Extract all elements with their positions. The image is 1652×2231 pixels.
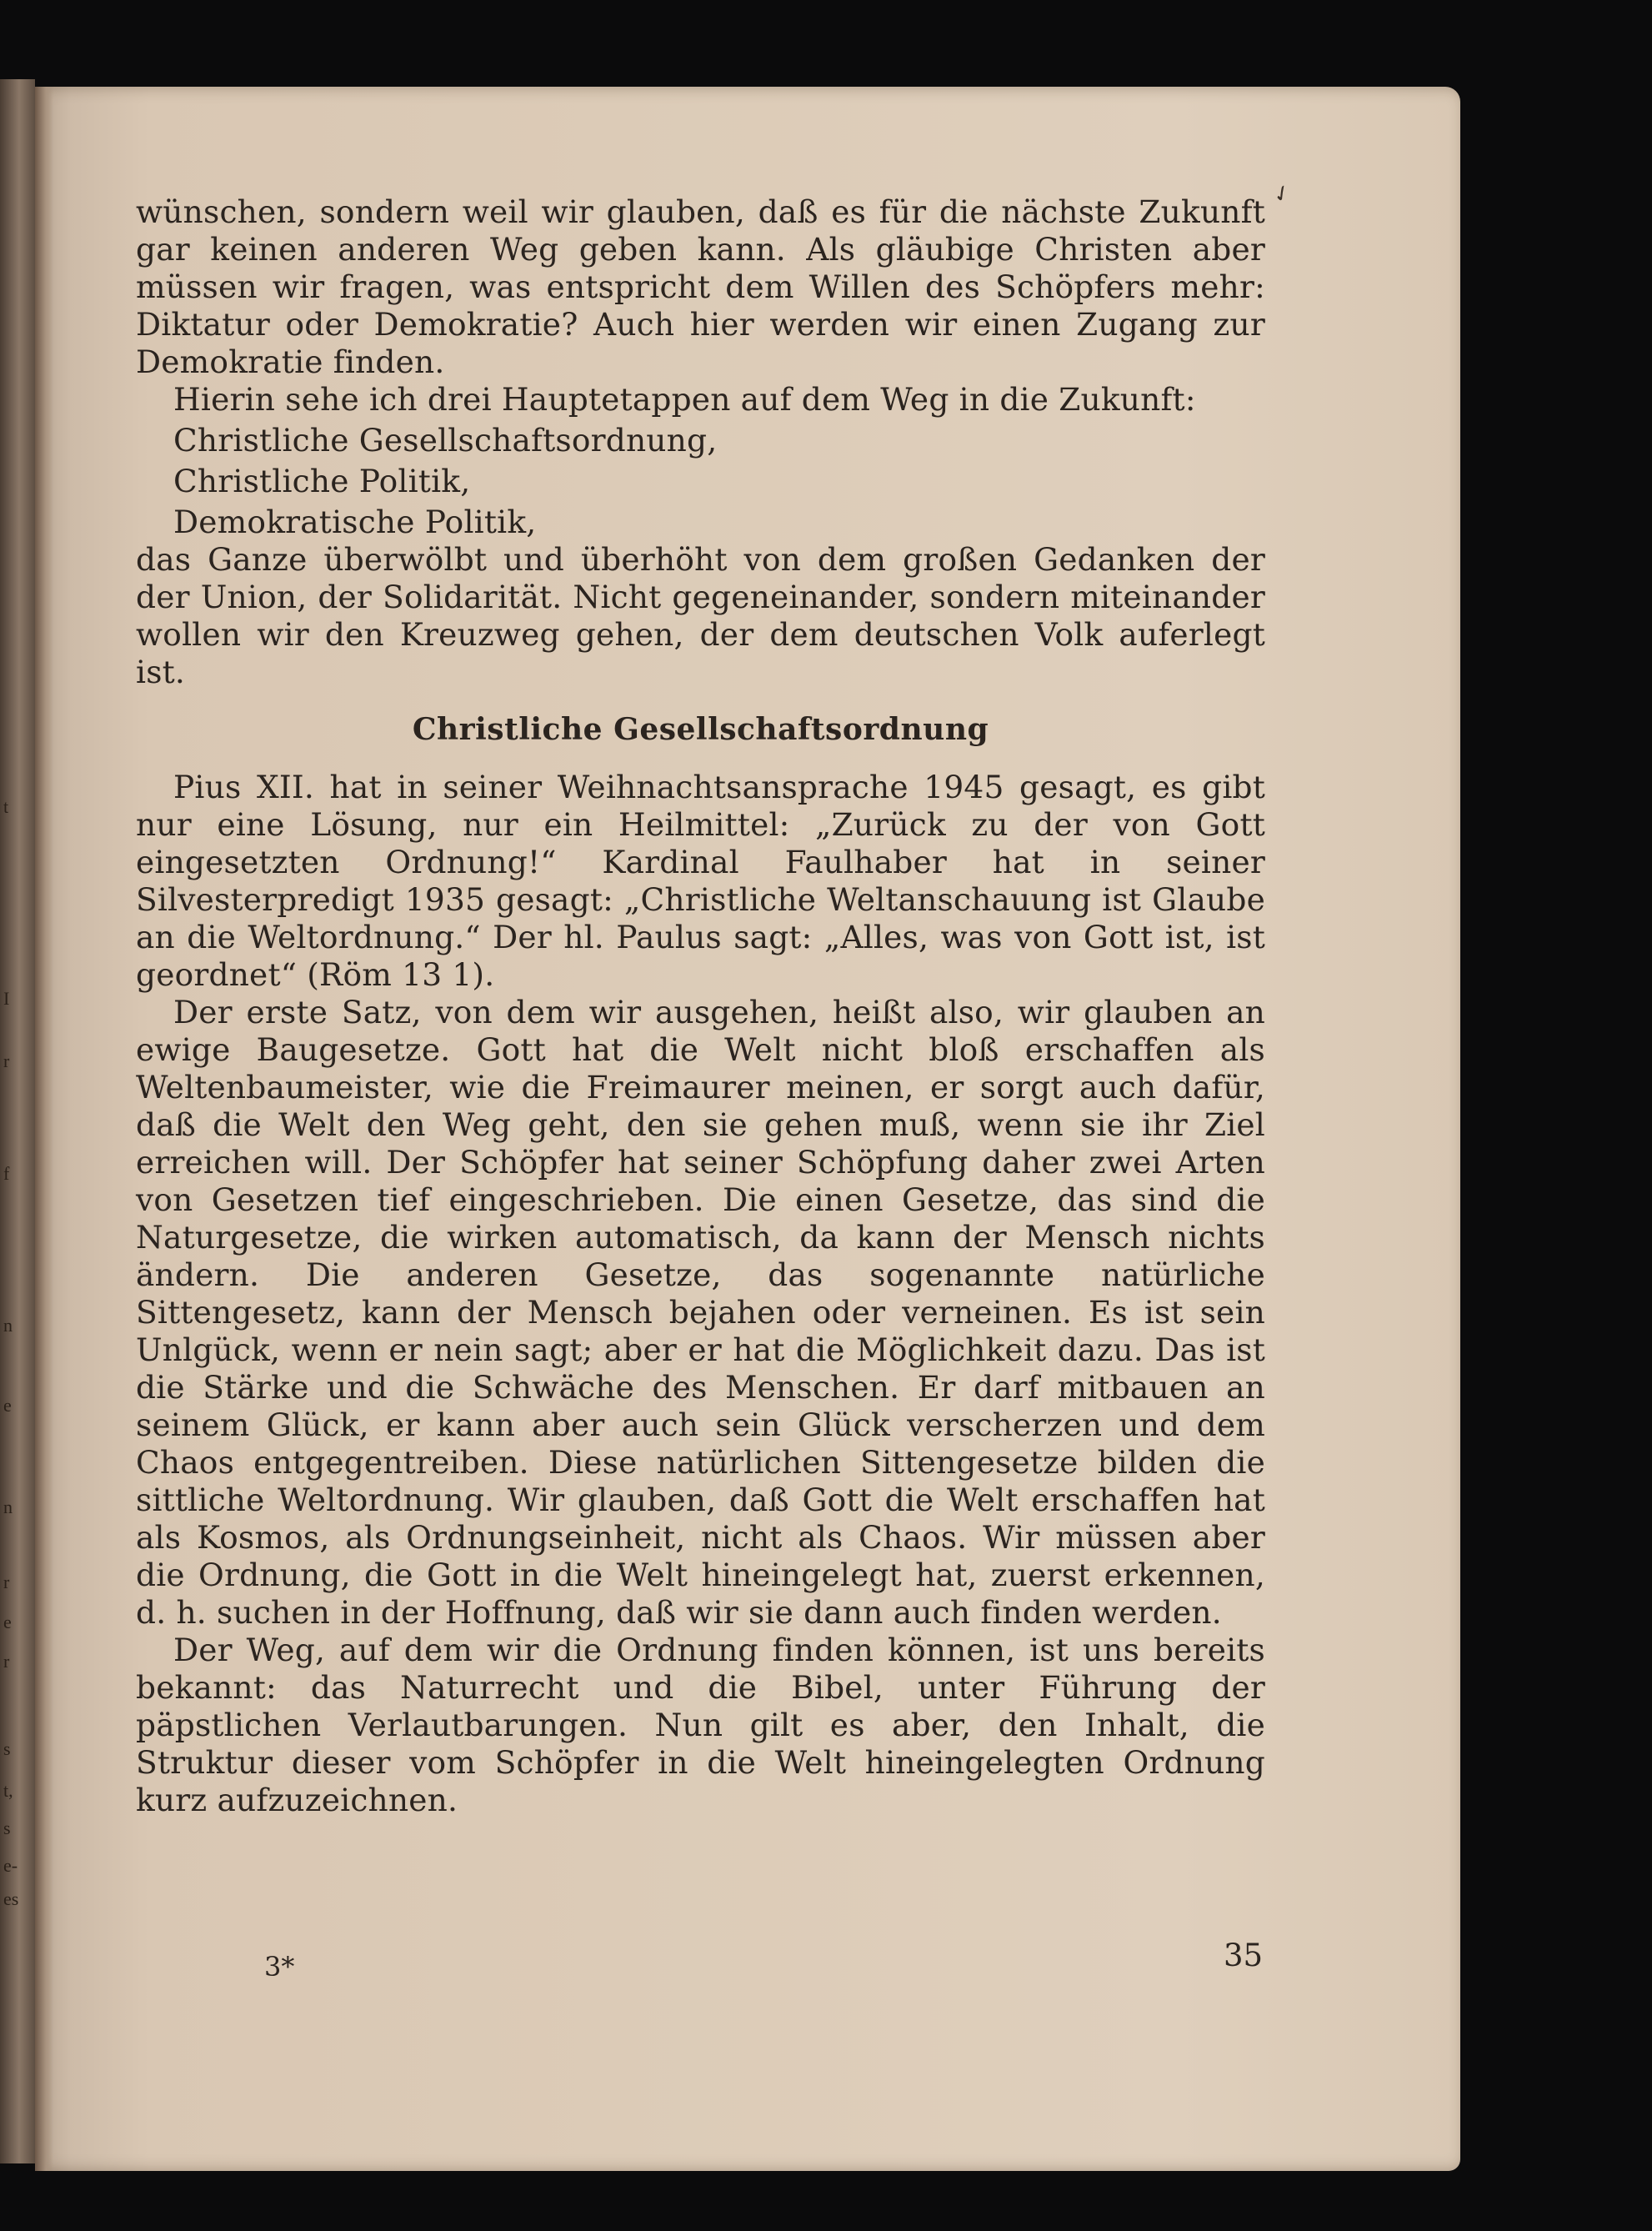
- adjacent-fragment: I: [3, 988, 10, 1009]
- body-paragraph: wünschen, sondern weil wir glauben, daß es für die nächste Zukunft gar keinen anderen Weg geben kann. Als gläubige Christen aber müssen wir fragen, was entspricht dem Willen des Schöpfers mehr: Diktatur oder Demokratie? Auch hier werden wir einen Zugang zur Demokratie finden.: [136, 193, 1265, 380]
- body-paragraph: Der Weg, auf dem wir die Ordnung finden können, ist uns bereits bekannt: das Naturrecht und die Bibel, unter Führung der päpstlichen Verlautbarungen. Nun gilt es aber, den Inhalt, die Struktur dieser vom Schöpfer in die Welt hineingelegten Ordnung kurz aufzuzeichnen.: [136, 1632, 1265, 1818]
- page-body: [136, 193, 1265, 1819]
- adjacent-fragment: n: [3, 1497, 13, 1517]
- stages-list: [136, 422, 1265, 541]
- page-number: 35: [1224, 1938, 1264, 1973]
- adjacent-fragment: e: [3, 1395, 12, 1416]
- adjacent-fragment: s: [3, 1738, 11, 1759]
- adjacent-fragment: t: [3, 796, 9, 817]
- stage-item: Christliche Gesellschaftsordnung,: [173, 422, 718, 459]
- body-paragraph: Der erste Satz, von dem wir ausgehen, heißt also, wir glauben an ewige Baugesetze. Gott hat die Welt nicht bloß erschaffen als Weltenbaumeister, wie die Freimaurer meinen, er sorgt auch dafür, daß die Welt den Weg geht, den sie gehen muß, wenn sie ihr Ziel erreichen will. Der Schöpfer hat seiner Schöpfung daher zwei Arten von Gesetzen tief eingeschrieben. Die einen Gesetze, das sind die Naturgesetze, die wirken automatisch, da kann der Mensch nichts ändern. Die anderen Gesetze, das sogenannte natürliche Sittengesetz, kann der Mensch bejahen oder verneinen. Es ist sein Unlgück, wenn er nein sagt; aber er hat die Möglichkeit dazu. Das ist die Stärke und die Schwäche des Menschen. Er darf mitbauen an seinem Glück, er kann aber auch sein Glück verscherzen und dem Chaos entgegentreiben. Diese natürlichen Sittengesetze bilden die sittliche Weltordnung. Wir glauben, daß Gott die Welt erschaffen hat als Kosmos, als Ordnungseinheit, nicht als Chaos. Wir müssen aber die Ordnung, die Gott in die Welt hineingelegt hat, zuerst erkennen, d. h. suchen in der Hoffnung, daß wir sie dann auch finden werden.: [136, 994, 1265, 1631]
- body-paragraph: Pius XII. hat in seiner Weihnachtsansprache 1945 gesagt, es gibt nur eine Lösung, nur ein Heilmittel: „Zurück zu der von Gott eingesetzten Ordnung!“ Kardinal Faulhaber hat in seiner Silvesterpredigt 1935 gesagt: „Christliche Weltanschauung ist Glaube an die Weltordnung.“ Der hl. Paulus sagt: „Alles, was von Gott ist, ist geordnet“ (Röm 13 1).: [136, 769, 1265, 993]
- adjacent-fragment: r: [3, 1572, 10, 1592]
- section-heading: Christliche Gesellschaftsordnung: [412, 712, 989, 747]
- body-paragraph: Hierin sehe ich drei Hauptetappen auf dem Weg in die Zukunft:: [173, 381, 1196, 418]
- adjacent-fragment: s: [3, 1817, 11, 1838]
- adjacent-fragment: es: [3, 1888, 19, 1909]
- adjacent-fragment: e-: [3, 1855, 18, 1876]
- corner-check-mark: ✓: [1268, 178, 1297, 210]
- adjacent-fragment: f: [3, 1163, 10, 1184]
- stage-item: Demokratische Politik,: [173, 504, 537, 540]
- adjacent-fragment: r: [3, 1651, 10, 1672]
- stage-item: Christliche Politik,: [173, 463, 471, 499]
- adjacent-page-fragments: [0, 79, 35, 2163]
- signature-mark: 3*: [264, 1951, 295, 1983]
- page-gutter-shadow: [35, 87, 53, 2171]
- adjacent-fragment: r: [3, 1050, 10, 1071]
- adjacent-fragment: n: [3, 1315, 13, 1336]
- adjacent-page-edge: [0, 79, 35, 2163]
- body-paragraph: das Ganze überwölbt und überhöht von dem großen Gedanken der der Union, der Solidarität. Nicht gegeneinander, sondern miteinander wollen wir den Kreuzweg gehen, der dem deutschen Volk auferlegt ist.: [136, 541, 1265, 690]
- adjacent-fragment: e: [3, 1612, 12, 1632]
- adjacent-fragment: t,: [3, 1780, 13, 1801]
